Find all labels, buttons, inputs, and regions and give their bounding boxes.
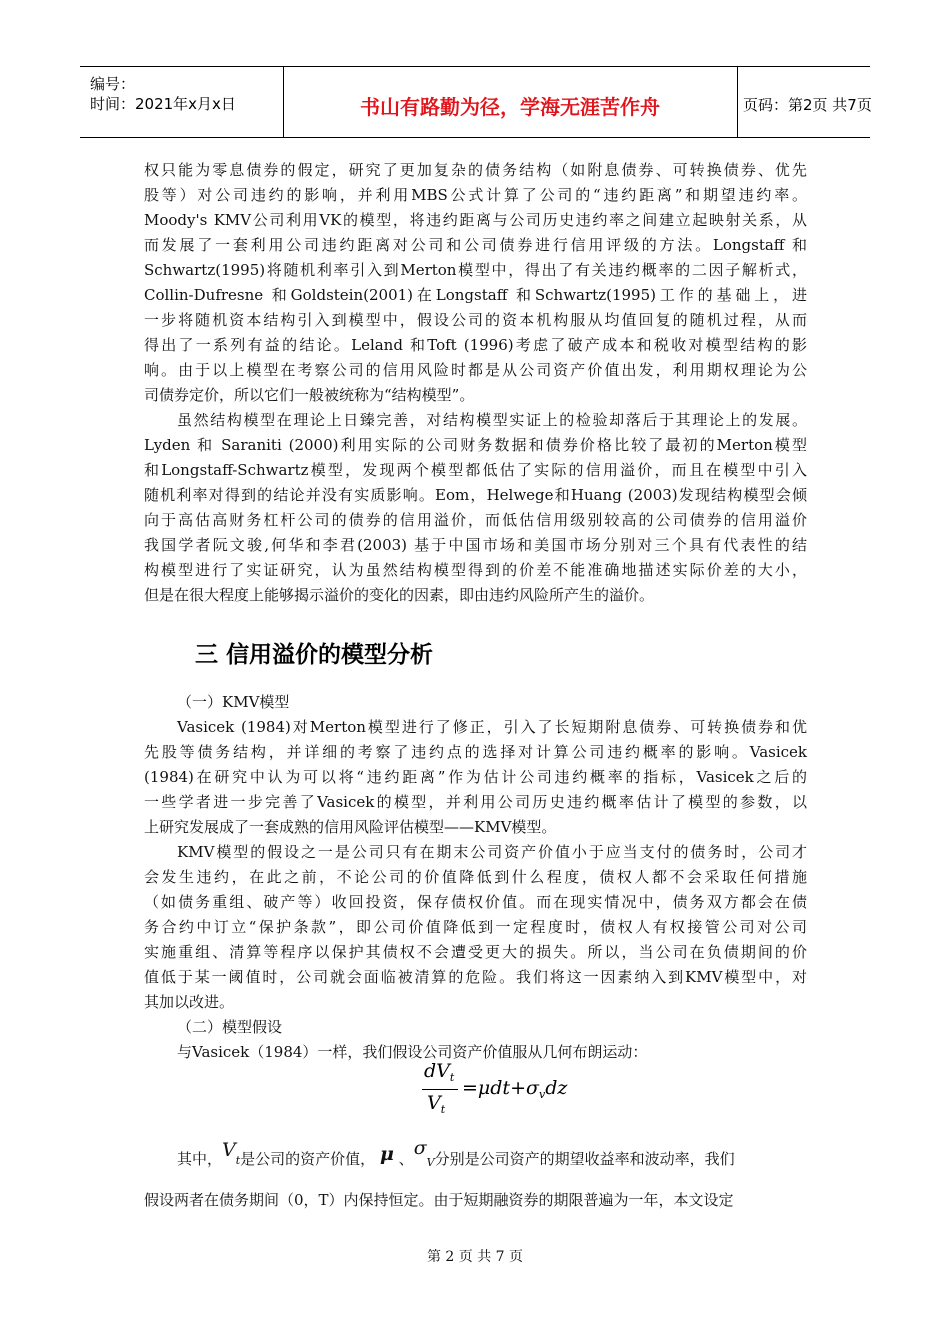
header-motto: 书山有路勤为径，学海无涯苦作舟 [360,95,660,119]
paragraph1-line: 权只能为零息债券的假定，研究了更加复杂的债务结构（如附息债券、可转换债券、优先 [144,161,807,179]
paragraph4-line: 其加以改进。 [144,993,235,1011]
paragraph2-line: Lyden 和 Saraniti (2000)利用实际的公司财务数据和债券价格比较了最初的Merton模型 [144,436,807,454]
fraction-bar [422,1089,458,1090]
header-motto-cell [283,67,738,137]
paragraph3-line: 先股等债务结构，并详细的考察了违约点的选择对计算公司违约概率的影响。Vasicek [144,743,807,761]
formula-numerator: $dV_t$ [424,1060,455,1084]
paragraph1-line: Schwartz(1995)将随机利率引入到Merton模型中，得出了有关违约概率的二因子解析式， [144,261,807,279]
paragraph1-line: Moody's KMV公司利用VK的模型，将违约距离与公司历史违约率之间建立起映射关系，从 [144,211,807,229]
paragraph4-line: （如债务重组、破产等）收回投资，保存债权价值。而在现实情况中，债务双方都会在债 [144,893,807,911]
paragraph3-line: 上研究发展成了一套成熟的信用风险评估模型——KMV模型。 [144,818,557,836]
formula-denominator: $V_t$ [427,1092,446,1116]
document-number-label: 编号： [90,75,136,93]
paragraph2-line: 但是在很大程度上能够揭示溢价的变化的因素，即由违约风险所产生的溢价。 [144,586,655,604]
subheading-assumptions: （二）模型假设 [177,1018,283,1036]
paragraph3-line: Vasicek (1984)对Merton模型进行了修正，引入了长短期附息债券、可转换债券和优 [177,718,807,736]
header-page-cell [737,67,870,137]
paragraph1-line: Collin-Dufresne 和Goldstein(2001)在Longstaff 和Schwartz(1995)工作的基础上，进 [144,286,807,304]
document-date-label: 时间：2021年x月x日 [90,95,236,113]
paragraph4-line: 务合约中订立“保护条款”，即公司价值降低到一定程度时，债权人有权接管公司对公司 [144,918,807,936]
paragraph3-line: 一些学者进一步完善了Vasicek的模型，并利用公司历史违约概率估计了模型的参数，以 [144,793,807,811]
subheading-kmv: （一）KMV模型 [177,693,290,711]
page-header [80,66,870,138]
paragraph2-line: 随机利率对得到的结论并没有实质影响。Eom，Helwege和Huang (2003)发现结构模型会倾 [144,486,807,504]
paragraph2-line: 和Longstaff-Schwartz模型，发现两个模型都低估了实际的信用溢价，而且在模型中引入 [144,461,807,479]
header-info-cell [80,67,284,137]
paragraph2-line: 构模型进行了实证研究，认为虽然结构模型得到的价差不能准确地描述实际价差的大小， [144,561,807,579]
paragraph2-line: 我国学者阮文骏,何华和李君(2003) 基于中国市场和美国市场分别对三个具有代表性的结 [144,536,807,554]
paragraph4-line: 值低于某一阈值时，公司就会面临被清算的危险。我们将这一因素纳入到KMV模型中，对 [144,968,807,986]
header-page-label: 页码：第2页 共7页 [743,96,872,114]
paragraph1-line: 得出了一系列有益的结论。Leland 和Toft (1996)考虑了破产成本和税收对模型结构的影 [144,336,807,354]
page-footer: 第 2 页 共 7 页 [426,1249,524,1265]
paragraph2-line: 向于高估高财务杠杆公司的债券的信用溢价，而低估信用级别较高的公司债券的信用溢价 [144,511,807,529]
paragraph1-line: 司债券定价，所以它们一般被统称为“结构模型”。 [144,386,475,404]
paragraph2-line: 虽然结构模型在理论上日臻完善，对结构模型实证上的检验却落后于其理论上的发展。 [177,411,807,429]
paragraph6-line: 假设两者在债务期间（0，T）内保持恒定。由于短期融资券的期限普遍为一年，本文设定 [144,1191,734,1209]
formula-rhs: $=\mu dt+\sigma_vdz$ [462,1077,568,1101]
paragraph6-line: 其中，$V_t$是公司的资产价值， μ 、$\sigma_V$分别是公司资产的期望收益率和波动率，我们 [177,1137,735,1169]
paragraph1-line: 一步将随机资本结构引入到模型中，假设公司的资本机构服从均值回复的随机过程，从而 [144,311,807,329]
paragraph1-line: 股等）对公司违约的影响，并利用MBS公式计算了公司的“违约距离”和期望违约率。 [144,186,807,204]
paragraph4-line: 会发生违约，在此之前，不论公司的价值降低到什么程度，债权人都不会采取任何措施 [144,868,807,886]
paragraph1-line: 而发展了一套利用公司违约距离对公司和公司债券进行信用评级的方法。Longstaff 和 [144,236,807,254]
paragraph1-line: 响。由于以上模型在考察公司的信用风险时都是从公司资产价值出发，利用期权理论为公 [144,361,807,379]
brownian-motion-formula [420,1060,620,1120]
section-heading: 三 信用溢价的模型分析 [195,642,434,668]
paragraph5-line: 与Vasicek（1984）一样，我们假设公司资产价值服从几何布朗运动： [177,1043,648,1061]
paragraph4-line: KMV模型的假设之一是公司只有在期末公司资产价值小于应当支付的债务时，公司才 [177,843,807,861]
paragraph3-line: (1984)在研究中认为可以将“违约距离”作为估计公司违约概率的指标，Vasicek之后的 [144,768,807,786]
paragraph4-line: 实施重组、清算等程序以保护其债权不会遭受更大的损失。所以，当公司在负债期间的价 [144,943,807,961]
